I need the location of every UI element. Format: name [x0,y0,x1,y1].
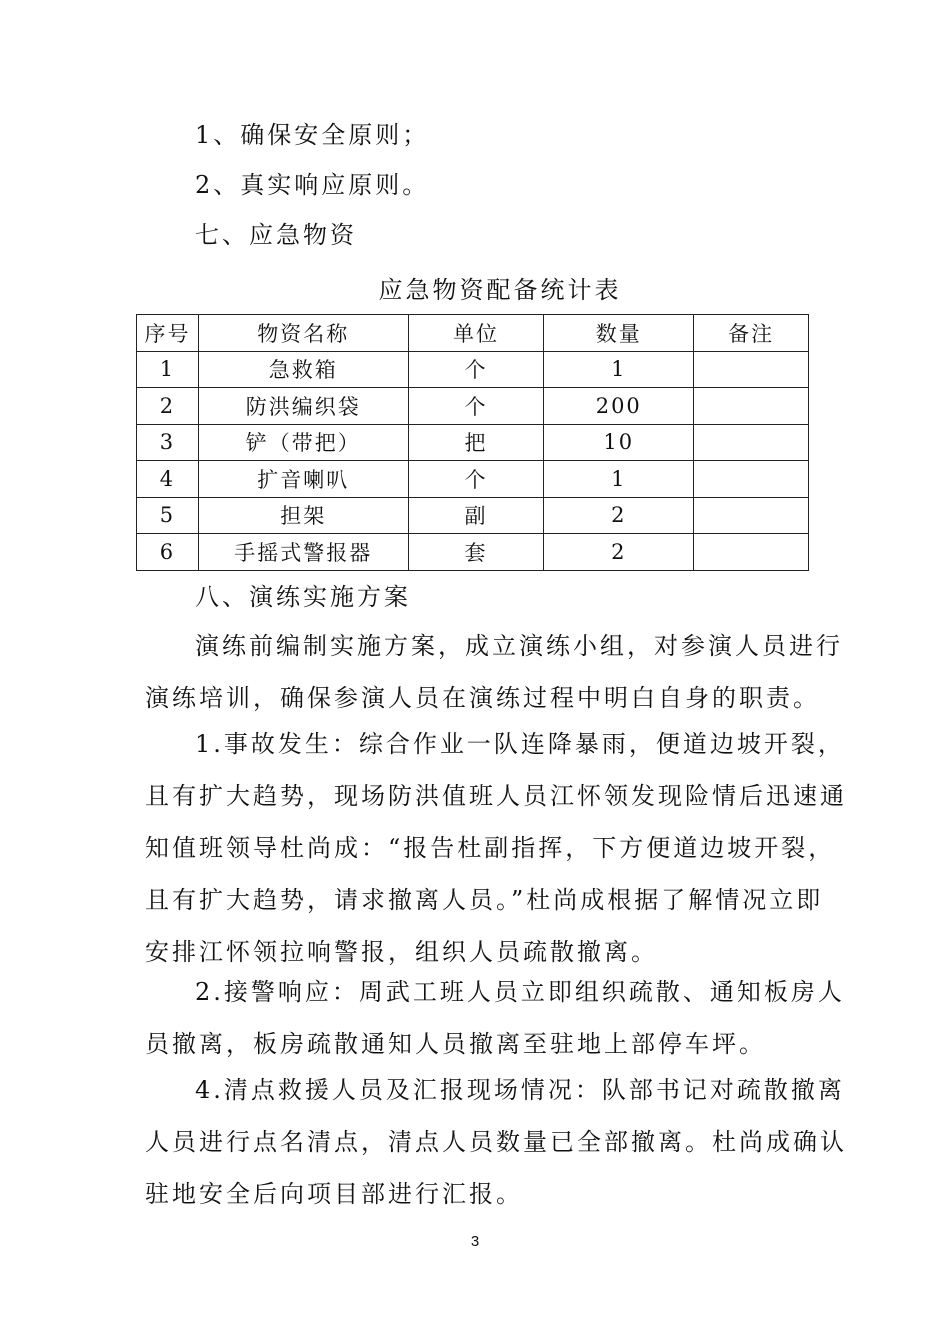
table-cell: 1 [137,351,199,388]
table-cell: 个 [408,388,544,425]
table-cell: 1 [544,461,694,498]
table-cell: 铲（带把） [198,424,408,461]
paragraph-line: 员撤离，板房疏散通知人员撤离至驻地上部停车坪。 [145,1030,766,1058]
table-cell: 4 [137,461,199,498]
table-header-row [137,315,809,352]
paragraph-line: 知值班领导杜尚成：“报告杜副指挥，下方便道边坡开裂， [145,834,836,862]
table-cell: 急救箱 [198,351,408,388]
table-row [137,351,809,388]
table-cell: 1 [544,351,694,388]
paragraph-line: 4.清点救援人员及汇报现场情况：队部书记对疏散撤离 [195,1076,845,1104]
table-cell: 防洪编织袋 [198,388,408,425]
section-7-heading: 七、应急物资 [195,221,357,249]
table-cell: 3 [137,424,199,461]
table-cell [694,461,809,498]
principle-1: 1、确保安全原则； [195,121,430,149]
paragraph-line: 人员进行点名清点，清点人员数量已全部撤离。杜尚成确认 [145,1128,847,1156]
paragraph-line: 安排江怀领拉响警报，组织人员疏散撤离。 [145,938,658,966]
table-cell [694,351,809,388]
table-row [137,497,809,534]
table-cell [694,497,809,534]
principle-2: 2、真实响应原则。 [195,171,430,199]
header-cell: 备注 [694,315,809,352]
paragraph-line: 演练培训，确保参演人员在演练过程中明白自身的职责。 [145,684,820,712]
table-cell: 担架 [198,497,408,534]
table-cell: 副 [408,497,544,534]
table-title: 应急物资配备统计表 [378,276,622,304]
table-row [137,461,809,498]
header-cell: 数量 [544,315,694,352]
header-cell: 物资名称 [198,315,408,352]
table-row [137,388,809,425]
table-cell [694,388,809,425]
paragraph-step-1 [145,718,847,978]
supplies-table [136,314,809,571]
table-cell [694,534,809,571]
paragraph-line: 2.接警响应：周武工班人员立即组织疏散、通知板房人 [195,978,845,1006]
table-cell: 200 [544,388,694,425]
paragraph-line: 1.事故发生：综合作业一队连降暴雨，便道边坡开裂， [195,730,845,758]
table-cell: 把 [408,424,544,461]
page-number: 3 [470,1233,480,1250]
table-cell: 2 [544,534,694,571]
table-cell: 2 [544,497,694,534]
header-cell: 单位 [408,315,544,352]
paragraph-line: 且有扩大趋势，现场防洪值班人员江怀领发现险情后迅速通 [145,782,847,810]
table-cell: 6 [137,534,199,571]
section-8-heading: 八、演练实施方案 [195,583,411,611]
table-cell: 个 [408,461,544,498]
table-cell: 手摇式警报器 [198,534,408,571]
table-cell: 5 [137,497,199,534]
header-cell: 序号 [137,315,199,352]
table-cell: 10 [544,424,694,461]
table-row [137,424,809,461]
table-row [137,534,809,571]
table-cell: 扩音喇叭 [198,461,408,498]
paragraph-line: 且有扩大趋势，请求撤离人员。”杜尚成根据了解情况立即 [145,886,824,914]
paragraph-line: 驻地安全后向项目部进行汇报。 [145,1180,523,1208]
paragraph-step-2 [145,966,845,1070]
paragraph-line: 演练前编制实施方案，成立演练小组，对参演人员进行 [195,632,843,660]
paragraph-plan [145,620,843,724]
table-cell: 个 [408,351,544,388]
table-cell [694,424,809,461]
paragraph-step-4 [145,1064,847,1220]
table-cell: 2 [137,388,199,425]
table-cell: 套 [408,534,544,571]
